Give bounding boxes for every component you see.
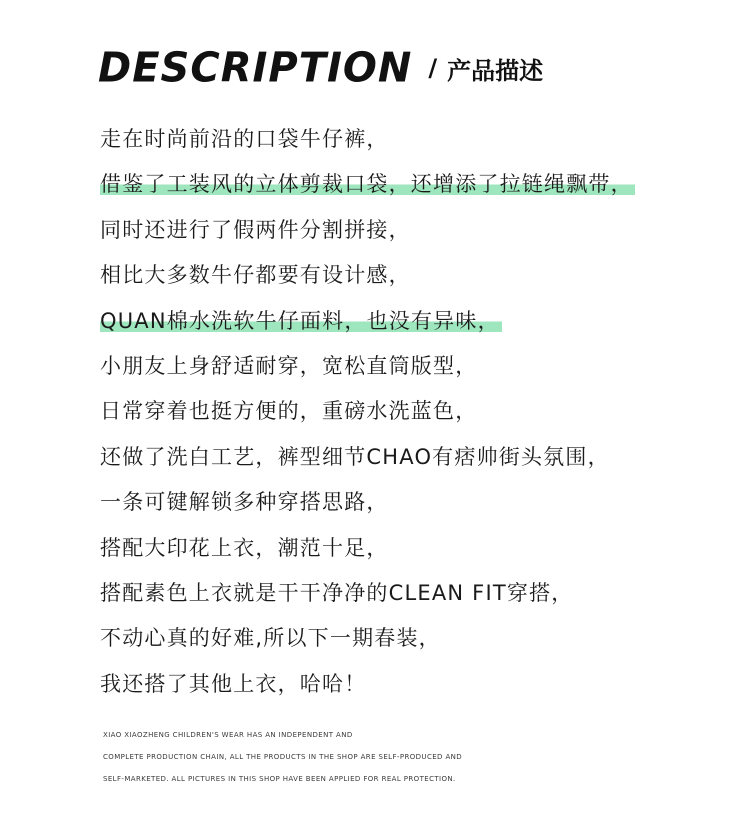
description-line <box>100 344 730 389</box>
description-line-text: 借鉴了工装风的立体剪裁口袋，还增添了拉链绳飘带， <box>100 172 633 197</box>
description-line <box>100 162 730 207</box>
section-header <box>98 40 543 96</box>
description-line-text: 一条可键解锁多种穿搭思路， <box>100 490 389 515</box>
footer-notice <box>103 724 583 790</box>
description-line-text: 小朋友上身舒适耐穿，宽松直筒版型， <box>100 353 478 378</box>
description-line-text: 搭配大印花上衣，潮范十足， <box>100 535 389 560</box>
description-line <box>100 480 730 525</box>
description-line-text: 搭配素色上衣就是干干净净的CLEAN FIT穿搭， <box>100 580 574 605</box>
description-line <box>100 571 730 616</box>
description-line <box>100 117 730 162</box>
footer-line: XIAO XIAOZHENG CHILDREN'S WEAR HAS AN INDEPENDENT AND <box>103 731 353 739</box>
description-line-text: 相比大多数牛仔都要有设计感， <box>100 263 411 288</box>
description-line <box>100 208 730 253</box>
description-line <box>100 526 730 571</box>
description-line-text: 不动心真的好难,所以下一期春装， <box>100 626 441 651</box>
description-line-text: 日常穿着也挺方便的，重磅水洗蓝色， <box>100 399 478 424</box>
description-line-text: QUAN棉水洗软牛仔面料，也没有异味， <box>100 308 500 333</box>
section-subtitle: 产品描述 <box>447 56 544 85</box>
section-title: DESCRIPTION <box>98 44 413 92</box>
footer-line: COMPLETE PRODUCTION CHAIN, ALL THE PRODUCTS IN THE SHOP ARE SELF-PRODUCED AND <box>103 753 463 761</box>
description-line <box>100 662 730 707</box>
description-line-text: 走在时尚前沿的口袋牛仔裤， <box>100 127 389 151</box>
description-line <box>100 253 730 298</box>
description-line-text: 我还搭了其他上衣，哈哈！ <box>100 671 367 696</box>
description-line <box>100 299 730 344</box>
description-lines <box>100 117 730 707</box>
description-line <box>100 435 730 480</box>
description-line <box>100 389 730 434</box>
title-separator: / <box>428 54 438 82</box>
footer-line: SELF-MARKETED. ALL PICTURES IN THIS SHOP HAVE BEEN APPLIED FOR REAL PROTECTION. <box>103 775 456 783</box>
description-line-text: 还做了洗白工艺，裤型细节CHAO有痞帅街头氛围， <box>100 444 610 469</box>
description-line-text: 同时还进行了假两件分割拼接， <box>100 217 411 242</box>
description-line <box>100 616 730 661</box>
